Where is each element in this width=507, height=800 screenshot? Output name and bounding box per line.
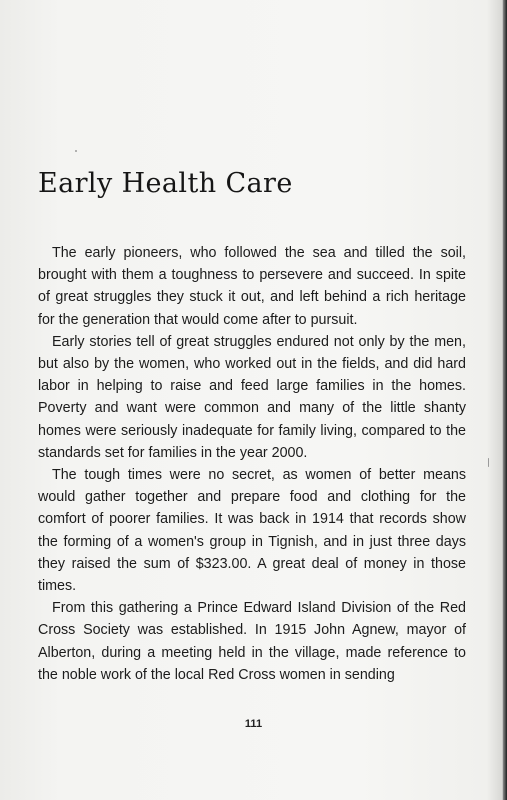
scan-speck: [75, 150, 77, 152]
body-text: [38, 242, 466, 686]
paragraph-2: Early stories tell of great struggles endured not only by the men, but also by the women, who worked out in the fields, and did hard labor in helping to raise and feed large families in the homes. Poverty and want were common and many of the little shanty homes were seriously inadequate for family living, compared to the standards set for families in the year 2000.: [38, 333, 466, 461]
scan-speck: [488, 458, 489, 467]
paragraph-1: The early pioneers, who followed the sea and tilled the soil, brought with them a toughness to persevere and succeed. In spite of great struggles they stuck it out, and left behind a rich heritage for the generation that would come after to pursuit.: [38, 245, 466, 328]
page-number: 111: [244, 718, 263, 730]
chapter-title: Early Health Care: [38, 168, 293, 199]
paragraph-3: The tough times were no secret, as women of better means would gather together and prepare food and clothing for the comfort of poorer families. It was back in 1914 that records show the forming of a women's group in Tignish, and in just three days they raised the sum of $323.00. A great deal of money in those times.: [38, 467, 466, 595]
paragraph-4: From this gathering a Prince Edward Island Division of the Red Cross Society was established. In 1915 John Agnew, mayor of Alberton, during a meeting held in the village, made reference to the noble work of the local Red Cross women in sending: [38, 600, 466, 683]
page-edge-shadow: [503, 0, 507, 800]
